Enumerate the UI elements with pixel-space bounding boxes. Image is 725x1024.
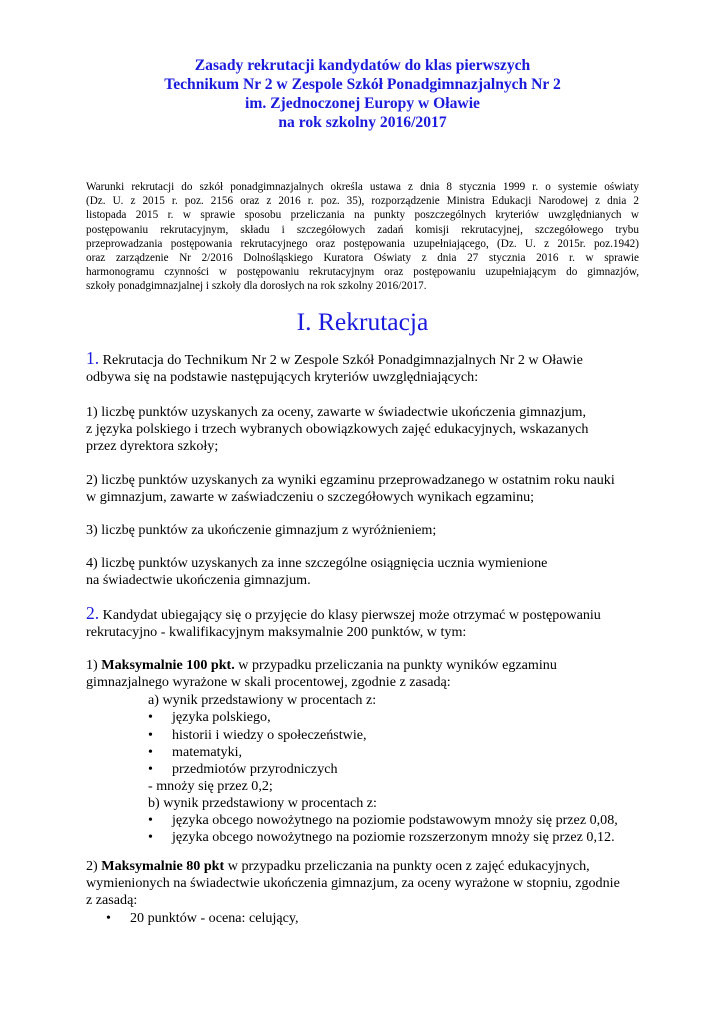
item-prefix: 1) xyxy=(86,657,102,673)
point-1 xyxy=(86,350,646,386)
bold-heading: Maksymalnie 80 pkt xyxy=(101,858,225,874)
intro-line: szkoły ponadgimnazjalnej i szkoły dla dorosłych na rok szkolny 2016/2017. xyxy=(86,280,427,293)
item-text: gimnazjalnego wyrażone w skali procentowej, zgodnie z zasadą: xyxy=(86,674,451,691)
title-line: Zasady rekrutacji kandydatów do klas pierwszych xyxy=(194,57,531,74)
section-heading: I. Rekrutacja xyxy=(296,307,429,336)
intro-paragraph xyxy=(86,180,639,294)
criterion-line: 3) liczbę punktów za ukończenie gimnazjum z wyróżnieniem; xyxy=(86,522,437,538)
bullet-item: • matematyki, xyxy=(148,744,242,761)
intro-line: oraz zarządzenie Nr 2/2016 Dolnośląskiego Kuratora Oświaty z dnia 27 stycznia 2016 r. w sprawie xyxy=(86,252,639,265)
title-line: im. Zjednoczonej Europy w Oławie xyxy=(245,95,480,112)
item-text: w przypadku przeliczania na punkty ocen z zajęć edukacyjnych, xyxy=(224,858,590,874)
subpoint-a: a) wynik przedstawiony w procentach z: xyxy=(148,692,377,708)
title-line: Technikum Nr 2 w Zespole Szkół Ponadgimnazjalnych Nr 2 xyxy=(164,76,561,93)
bullet-item: • historii i wiedzy o społeczeństwie, xyxy=(148,727,367,744)
point-text: Kandydat ubiegający się o przyjęcie do klasy pierwszej może otrzymać w postępowaniu xyxy=(99,607,601,623)
max-100-block xyxy=(86,657,646,691)
point-2 xyxy=(86,605,646,641)
intro-line: harmonogramu czynności w postępowaniu rekrutacyjnym oraz postępowaniu uzupełniającym do gimnazjów, xyxy=(86,266,639,279)
bullet-item: • 20 punktów - ocena: celujący, xyxy=(106,910,299,927)
criterion-line: z języka polskiego i trzech wybranych obowiązkowych zajęć edukacyjnych, wskazanych xyxy=(86,421,589,438)
item-prefix: 2) xyxy=(86,858,102,874)
bold-heading: Maksymalnie 100 pkt. xyxy=(101,657,235,673)
subpoint-b: b) wynik przedstawiony w procentach z: xyxy=(148,795,377,811)
criterion-4 xyxy=(86,555,646,589)
criterion-3 xyxy=(86,522,646,539)
intro-line: Warunki rekrutacji do szkół ponadgimnazjalnych określa ustawa z dnia 8 stycznia 1999 r. o systemie oświaty xyxy=(86,181,639,193)
criterion-line: 4) liczbę punktów uzyskanych za inne szczególne osiągnięcia ucznia wymienione xyxy=(86,555,548,571)
item-text: z zasadą: xyxy=(86,892,138,909)
bullet-item: • języka polskiego, xyxy=(148,709,271,726)
bullet-item: • przedmiotów przyrodniczych xyxy=(148,761,338,778)
point-text: odbywa się na podstawie następujących kryteriów uwzględniających: xyxy=(86,369,479,386)
multiplier-text: - mnoży się przez 0,2; xyxy=(148,778,273,794)
point-number: 2. xyxy=(86,603,100,623)
criterion-2 xyxy=(86,472,646,506)
intro-line: listopada 2015 r. w sprawie sposobu przeliczania na punkty poszczególnych kryteriów uwzględnianych w xyxy=(86,209,639,222)
criterion-line: na świadectwie ukończenia gimnazjum. xyxy=(86,572,311,589)
max-80-block xyxy=(86,858,646,910)
title-line: na rok szkolny 2016/2017 xyxy=(278,114,447,131)
criterion-line: przez dyrektora szkoły; xyxy=(86,438,219,455)
criterion-line: 1) liczbę punktów uzyskanych za oceny, zawarte w świadectwie ukończenia gimnazjum, xyxy=(86,404,586,420)
item-text: w przypadku przeliczania na punkty wyników egzaminu xyxy=(234,657,557,673)
point-text: rekrutacyjno - kwalifikacyjnym maksymalnie 200 punktów, w tym: xyxy=(86,624,467,641)
document-title xyxy=(0,56,725,132)
point-number: 1. xyxy=(86,348,100,368)
bullet-item: • języka obcego nowożytnego na poziomie rozszerzonym mnoży się przez 0,12. xyxy=(148,829,615,846)
criterion-line: w gimnazjum, zawarte w zaświadczeniu o szczegółowych wynikach egzaminu; xyxy=(86,489,535,506)
criterion-line: 2) liczbę punktów uzyskanych za wyniki egzaminu przeprowadzanego w ostatnim roku nauki xyxy=(86,472,615,488)
point-text: Rekrutacja do Technikum Nr 2 w Zespole Szkół Ponadgimnazjalnych Nr 2 w Oławie xyxy=(99,352,583,368)
criterion-1 xyxy=(86,404,646,456)
item-text: wymienionych na świadectwie ukończenia gimnazjum, za oceny wyrażone w stopniu, zgodnie xyxy=(86,875,620,892)
bullet-item: • języka obcego nowożytnego na poziomie podstawowym mnoży się przez 0,08, xyxy=(148,812,618,829)
intro-line: przeprowadzania postępowania rekrutacyjnego oraz postępowania uzupełniającego, (Dz. U. z 2015r. poz.1942) xyxy=(86,237,639,250)
intro-line: postępowaniu rekrutacyjnym, składu i szczegółowych zadań komisji rekrutacyjnej, szczegółowego trybu xyxy=(86,223,639,236)
intro-line: (Dz. U. z 2015 r. poz. 2156 oraz z 2016 r. poz. 35), rozporządzenie Ministra Edukacji Narodowej z dnia 2 xyxy=(86,195,639,208)
